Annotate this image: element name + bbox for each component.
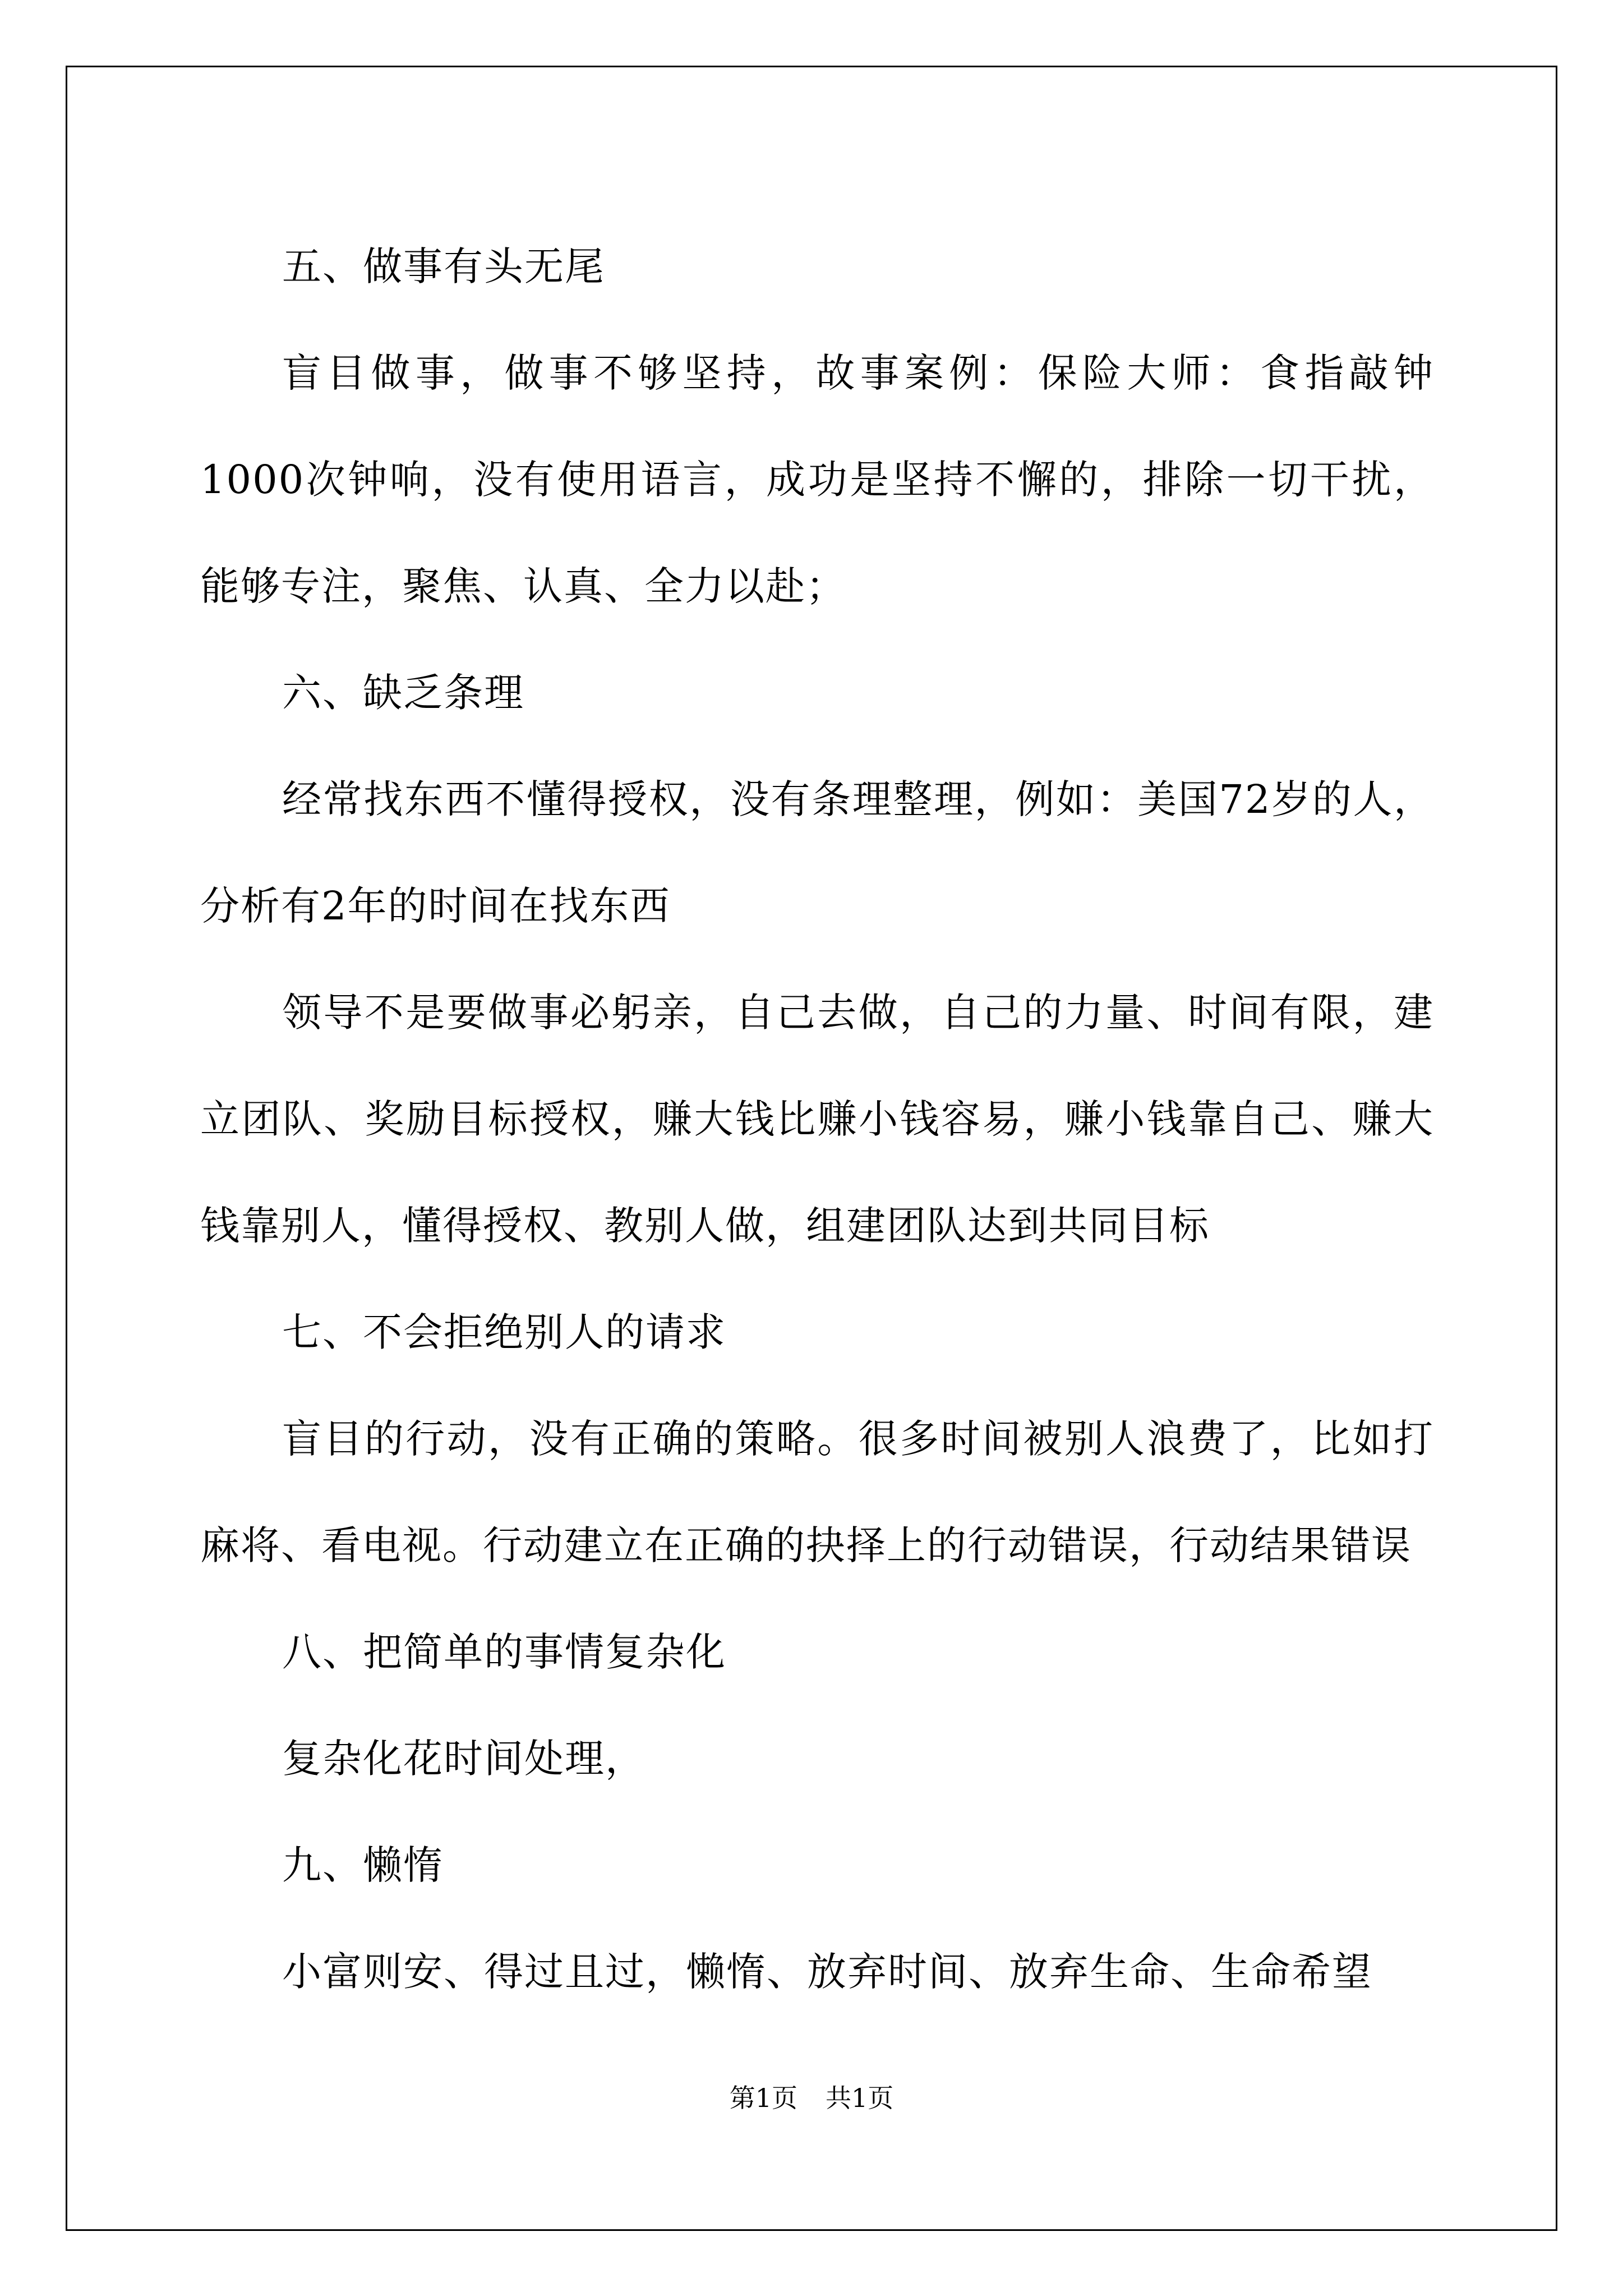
paragraph: 盲目做事，做事不够坚持，故事案例：保险大师：食指敲钟1000次钟响，没有使用语言，成功是坚持不懈的，排除一切干扰，能够专注，聚焦、认真、全力以赴； (200, 350, 1434, 609)
paragraph: 复杂化花时间处理， (282, 1736, 645, 1782)
paragraph: 领导不是要做事必躬亲，自己去做，自己的力量、时间有限，建立团队、奖励目标授权，赚大钱比赚小钱容易，赚小钱靠自己、赚大钱靠别人，懂得授权、教别人做，组建团队达到共同目标 (200, 990, 1434, 1249)
page-footer (0, 2081, 1623, 2115)
page-total: 共1页 (826, 2083, 894, 2113)
paragraph: 经常找东西不懂得授权，没有条理整理，例如：美国72岁的人，分析有2年的时间在找东西 (200, 776, 1434, 929)
paragraph: 小富则安、得过且过，懒惰、放弃时间、放弃生命、生命希望 (282, 1949, 1372, 1995)
section-heading-7: 七、不会拒绝别人的请求 (282, 1309, 726, 1355)
section-heading-8: 八、把简单的事情复杂化 (282, 1629, 726, 1675)
section-heading-9: 九、懒惰 (282, 1842, 444, 1888)
page-number: 第1页 (729, 2083, 797, 2113)
section-heading-6: 六、缺乏条理 (282, 670, 524, 716)
section-heading-5: 五、做事有头无尾 (282, 243, 605, 289)
document-body (200, 213, 1434, 2025)
paragraph: 盲目的行动，没有正确的策略。很多时间被别人浪费了，比如打麻将、看电视。行动建立在正确的抉择上的行动错误，行动结果错误 (200, 1416, 1434, 1568)
